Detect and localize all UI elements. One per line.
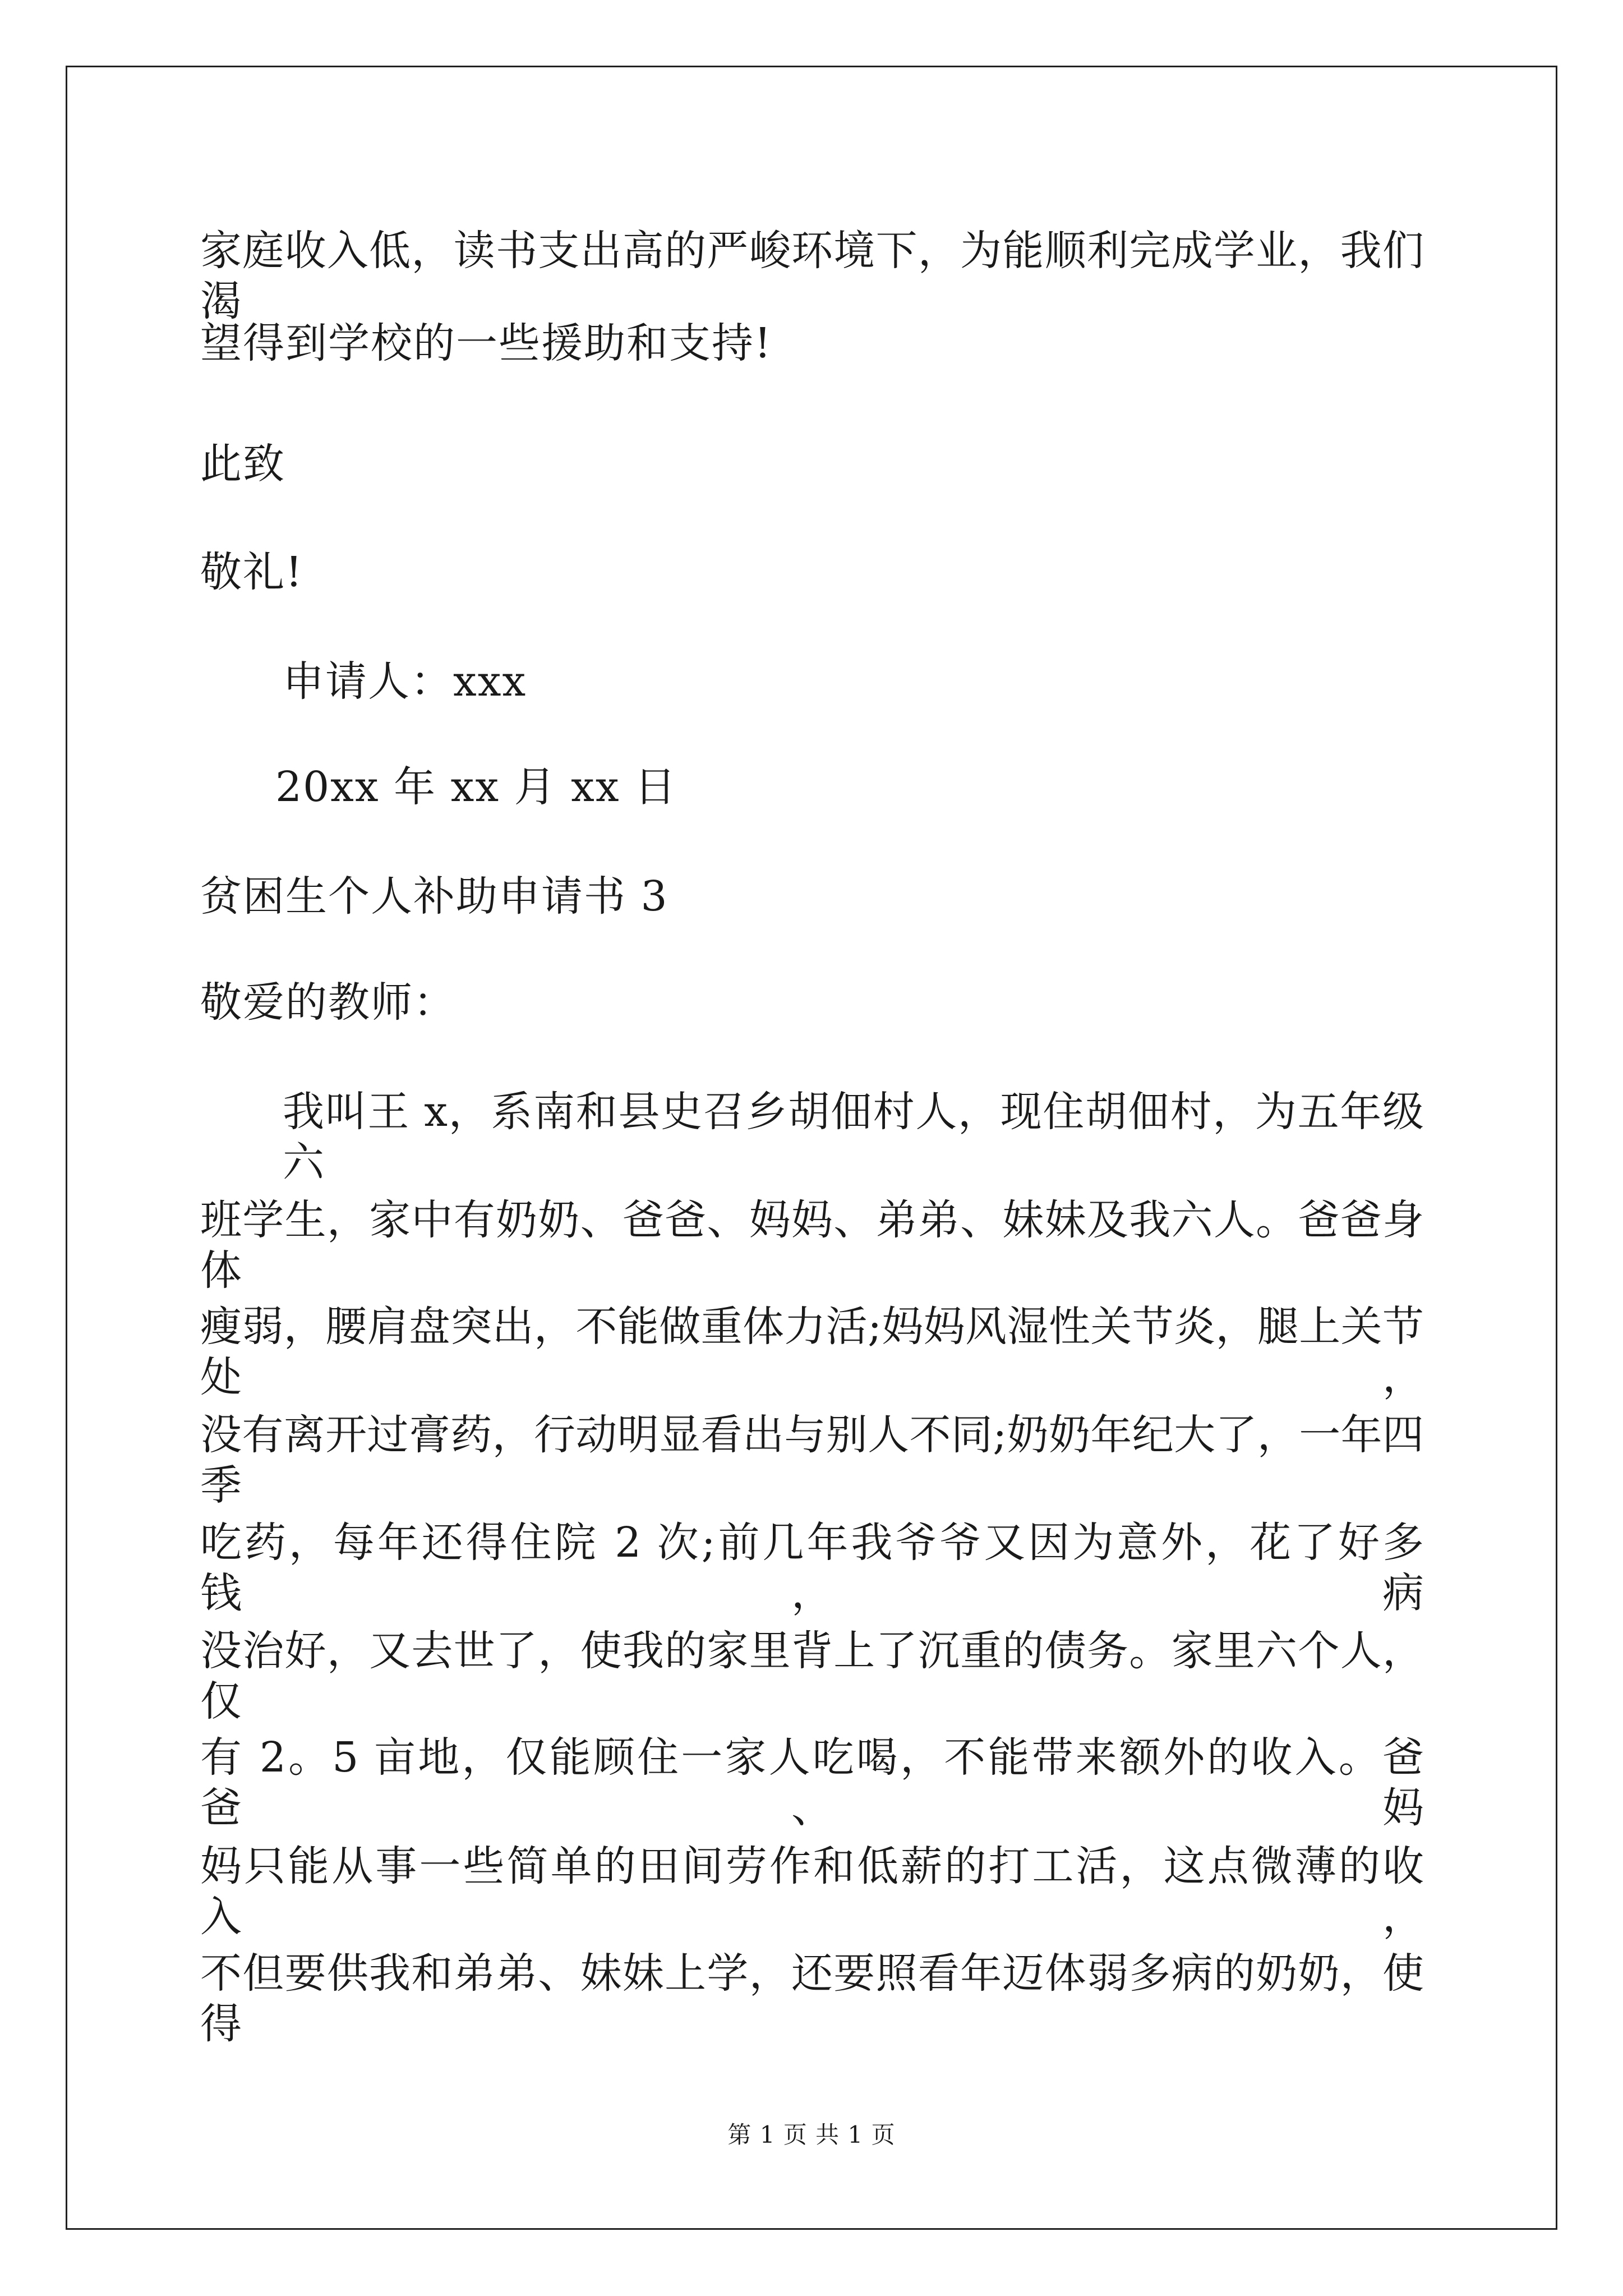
body-line-9: 我叫王 x，系南和县史召乡胡佃村人，现住胡佃村，为五年级六 xyxy=(283,1088,1424,1186)
body-line-11: 瘦弱，腰肩盘突出，不能做重体力活;妈妈风湿性关节炎，腿上关节处， xyxy=(200,1303,1424,1401)
body-line-16: 妈只能从事一些简单的田间劳作和低薪的打工活，这点微薄的收入， xyxy=(200,1842,1424,1941)
body-line-2: 望得到学校的一些援助和支持! xyxy=(200,319,772,367)
salutation-cizhi: 此致 xyxy=(200,440,285,488)
body-line-17: 不但要供我和弟弟、妹妹上学，还要照看年迈体弱多病的奶奶，使得 xyxy=(200,1949,1424,2048)
page-footer: 第 1 页 共 1 页 xyxy=(727,2121,896,2148)
salutation-jingli: 敬礼! xyxy=(200,548,303,596)
applicant-line: 申请人：xxx xyxy=(283,657,527,706)
date-line: 20xx 年 xx 月 xx 日 xyxy=(275,763,677,811)
section-title: 贫困生个人补助申请书 3 xyxy=(200,872,668,921)
body-line-12: 没有离开过膏药，行动明显看出与别人不同;奶奶年纪大了，一年四季 xyxy=(200,1411,1424,1510)
greeting-line: 敬爱的教师： xyxy=(200,978,456,1027)
body-line-1: 家庭收入低，读书支出高的严峻环境下，为能顺利完成学业，我们渴 xyxy=(200,227,1424,325)
body-line-10: 班学生，家中有奶奶、爸爸、妈妈、弟弟、妹妹及我六人。爸爸身体 xyxy=(200,1196,1424,1295)
body-line-15: 有 2。5 亩地，仅能顾住一家人吃喝，不能带来额外的收入。爸爸、妈 xyxy=(200,1733,1424,1832)
body-line-14: 没治好，又去世了，使我的家里背上了沉重的债务。家里六个人，仅 xyxy=(200,1627,1424,1726)
body-line-13: 吃药，每年还得住院 2 次;前几年我爷爷又因为意外，花了好多钱，病 xyxy=(200,1519,1424,1617)
